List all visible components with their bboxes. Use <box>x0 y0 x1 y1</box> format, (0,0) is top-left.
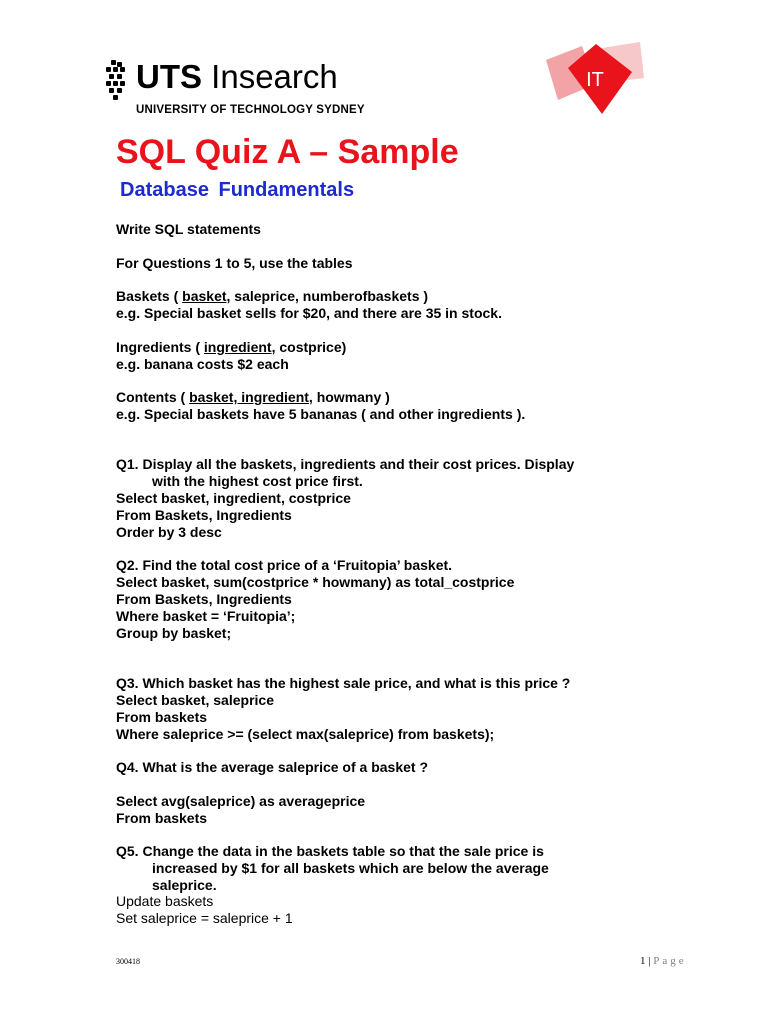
ingredients-schema-suffix: , costprice) <box>271 339 347 355</box>
q5-sql-set: Set saleprice = saleprice + 1 <box>116 910 293 926</box>
contents-key: basket, ingredient <box>189 389 309 405</box>
q2-question: Q2. Find the total cost price of a ‘Fruitopia’ basket. <box>116 557 453 573</box>
q2-sql-select: Select basket, sum(costprice * howmany) as total_costprice <box>116 574 515 590</box>
instruction-text: Write SQL statements <box>116 221 261 237</box>
logo-light-text: Insearch <box>211 58 338 95</box>
q4-sql-from: From baskets <box>116 810 208 826</box>
questions-range-text: For Questions 1 to 5, use the tables <box>116 255 353 271</box>
uts-crest-icon <box>106 60 128 102</box>
q2-sql-from: From Baskets, Ingredients <box>116 591 292 607</box>
ingredients-example: e.g. banana costs $2 each <box>116 356 289 372</box>
page-title: SQL Quiz A – Sample <box>116 133 459 171</box>
q2-sql-group: Group by basket; <box>116 625 232 641</box>
page-subtitle: Database Fundamentals <box>120 179 355 201</box>
q2-sql-where: Where basket = ‘Fruitopia’; <box>116 608 296 624</box>
q3-question: Q3. Which basket has the highest sale price, and what is this price ? <box>116 675 571 691</box>
q4-sql-select: Select avg(saleprice) as averageprice <box>116 793 366 809</box>
q1-question: Q1. Display all the baskets, ingredients and their cost prices. Display <box>116 456 575 472</box>
contents-schema-suffix: , howmany ) <box>308 389 390 405</box>
page-footer <box>640 955 687 967</box>
baskets-schema-suffix: , saleprice, numberofbaskets ) <box>226 288 429 304</box>
q4-question: Q4. What is the average saleprice of a basket ? <box>116 759 429 775</box>
logo-bold-text: UTS <box>136 58 202 95</box>
ingredients-schema <box>116 339 346 356</box>
baskets-schema-prefix: Baskets ( <box>116 288 183 304</box>
q5-sql-update: Update baskets <box>116 893 214 909</box>
logo-subtitle: UNIVERSITY OF TECHNOLOGY SYDNEY <box>136 104 365 116</box>
q5-question: Q5. Change the data in the baskets table so that the sale price is <box>116 843 544 859</box>
baskets-schema <box>116 288 428 305</box>
page-separator: | <box>645 955 654 967</box>
q1-sql-order: Order by 3 desc <box>116 524 222 540</box>
q1-sql-from: From Baskets, Ingredients <box>116 507 292 523</box>
q1-sql-select: Select basket, ingredient, costprice <box>116 490 351 506</box>
q3-sql-select: Select basket, saleprice <box>116 692 274 708</box>
it-badge-icon <box>540 38 650 118</box>
q3-sql-from: From baskets <box>116 709 208 725</box>
logo-wordmark <box>136 58 338 96</box>
contents-schema-prefix: Contents ( <box>116 389 190 405</box>
badge-label: IT <box>586 69 604 91</box>
baskets-key: basket <box>182 288 227 304</box>
page-label: Page <box>653 955 687 967</box>
q1-question-cont: with the highest cost price first. <box>152 473 363 489</box>
ingredients-schema-prefix: Ingredients ( <box>116 339 204 355</box>
document-code: 300418 <box>116 957 140 966</box>
baskets-example: e.g. Special basket sells for $20, and there are 35 in stock. <box>116 305 502 321</box>
ingredients-key: ingredient <box>203 339 272 355</box>
q5-question-end: saleprice. <box>152 877 217 893</box>
page-number: 1 <box>640 955 646 967</box>
q3-sql-where: Where saleprice >= (select max(saleprice) from baskets); <box>116 726 495 742</box>
contents-example: e.g. Special baskets have 5 bananas ( and other ingredients ). <box>116 406 526 422</box>
q5-question-cont: increased by $1 for all baskets which are below the average <box>152 860 549 876</box>
contents-schema <box>116 389 390 406</box>
